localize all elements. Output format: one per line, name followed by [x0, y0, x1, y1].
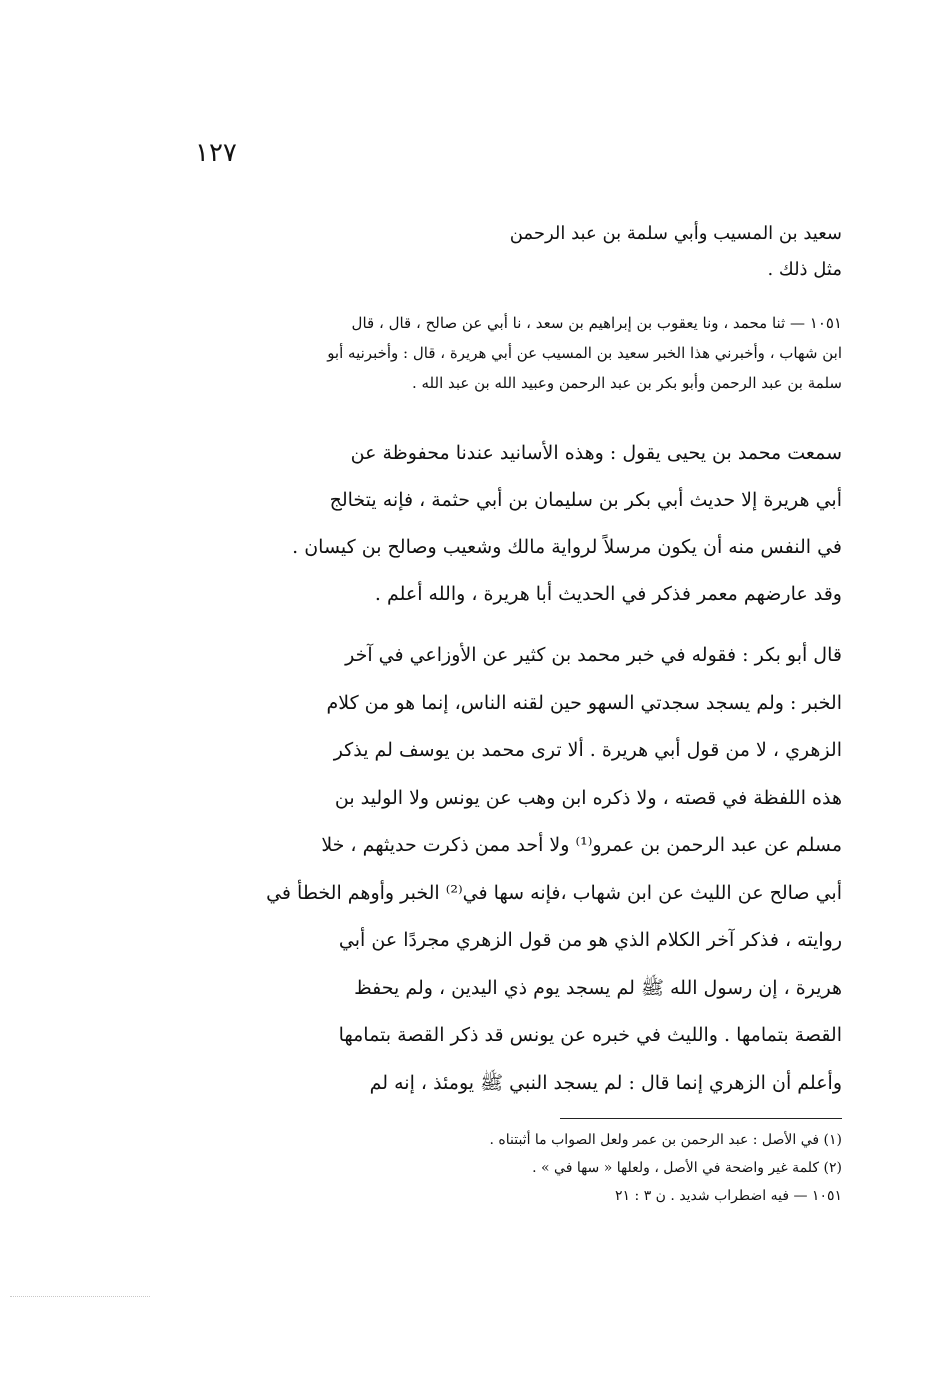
paragraph-line: سمعت محمد بن يحيى يقول : وهذه الأسانيد عندنا محفوظة عن — [350, 442, 842, 464]
paragraph-line: مسلم عن عبد الرحمن بن عمرو⁽¹⁾ ولا أحد ممن ذكرت حديثهم ، خلا — [321, 834, 842, 856]
footnote-2: (٢) كلمة غير واضحة في الأصل ، ولعلها « سها في » . — [532, 1160, 842, 1176]
footnotes — [300, 1126, 842, 1210]
paragraph-line: القصة بتمامها . والليث في خبره عن يونس قد ذكر القصة بتمامها — [338, 1024, 842, 1046]
paragraph-line: وأعلم أن الزهري إنما قال : لم يسجد النبي ﷺ يومئذ ، إنه لم — [369, 1071, 842, 1094]
footnote-hadith-note: ١٠٥١ — فيه اضطراب شديد . ن ٣ : ٢١ — [615, 1188, 842, 1204]
paragraph-line: هذه اللفظة في قصته ، ولا ذكره ابن وهب عن يونس ولا الوليد بن — [334, 786, 842, 809]
intro-line: مثل ذلك . — [767, 259, 842, 280]
commentary-paragraph-1 — [178, 430, 842, 618]
paragraph-line: الخبر : ولم يسجد سجدتي السهو حين لقنه الناس، إنما هو من كلام — [326, 691, 842, 714]
scan-artifact — [10, 1296, 150, 1297]
paragraph-line: روايته ، فذكر آخر الكلام الذي هو من قول الزهري مجردًا عن أبي — [338, 929, 842, 951]
intro-line: سعيد بن المسيب وأبي سلمة بن عبد الرحمن — [509, 223, 842, 244]
commentary-paragraph-2 — [178, 632, 842, 1107]
paragraph-line: الزهري ، لا من قول أبي هريرة . ألا ترى محمد بن يوسف لم يذكر — [333, 739, 842, 761]
page-number: ١٢٧ — [195, 138, 237, 168]
intro-text — [178, 216, 842, 288]
paragraph-line: وقد عارضهم معمر فذكر في الحديث أبا هريرة ، والله أعلم . — [374, 583, 842, 605]
hadith-1051 — [178, 308, 842, 398]
paragraph-line: في النفس منه أن يكون مرسلاً لرواية مالك وشعيب وصالح بن كيسان . — [292, 536, 842, 558]
footnote-divider — [560, 1118, 842, 1119]
paragraph-line: أبي صالح عن الليث عن ابن شهاب ،فإنه سها في⁽²⁾ الخبر وأوهم الخطأ في — [266, 881, 842, 904]
paragraph-line: قال أبو بكر : فقوله في خبر محمد بن كثير عن الأوزاعي في آخر — [345, 644, 842, 666]
hadith-line: ابن شهاب ، وأخبرني هذا الخبر سعيد بن المسيب عن أبي هريرة ، قال : وأخبرنيه أبو — [327, 344, 842, 362]
paragraph-line: هريرة ، إن رسول الله ﷺ لم يسجد يوم ذي اليدين ، ولم يحفظ — [354, 976, 842, 999]
footnote-1: (١) في الأصل : عبد الرحمن بن عمر ولعل الصواب ما أثبتناه . — [489, 1132, 842, 1148]
hadith-line: ١٠٥١ — ثنا محمد ، ونا يعقوب بن إبراهيم بن سعد ، نا أبي عن صالح ، قال ، قال — [351, 314, 842, 332]
hadith-line: سلمة بن عبد الرحمن وأبو بكر بن عبد الرحمن وعبيد الله بن عبد الله . — [411, 374, 842, 392]
paragraph-line: أبي هريرة إلا حديث أبي بكر بن سليمان بن أبي حثمة ، فإنه يتخالج — [329, 489, 842, 511]
